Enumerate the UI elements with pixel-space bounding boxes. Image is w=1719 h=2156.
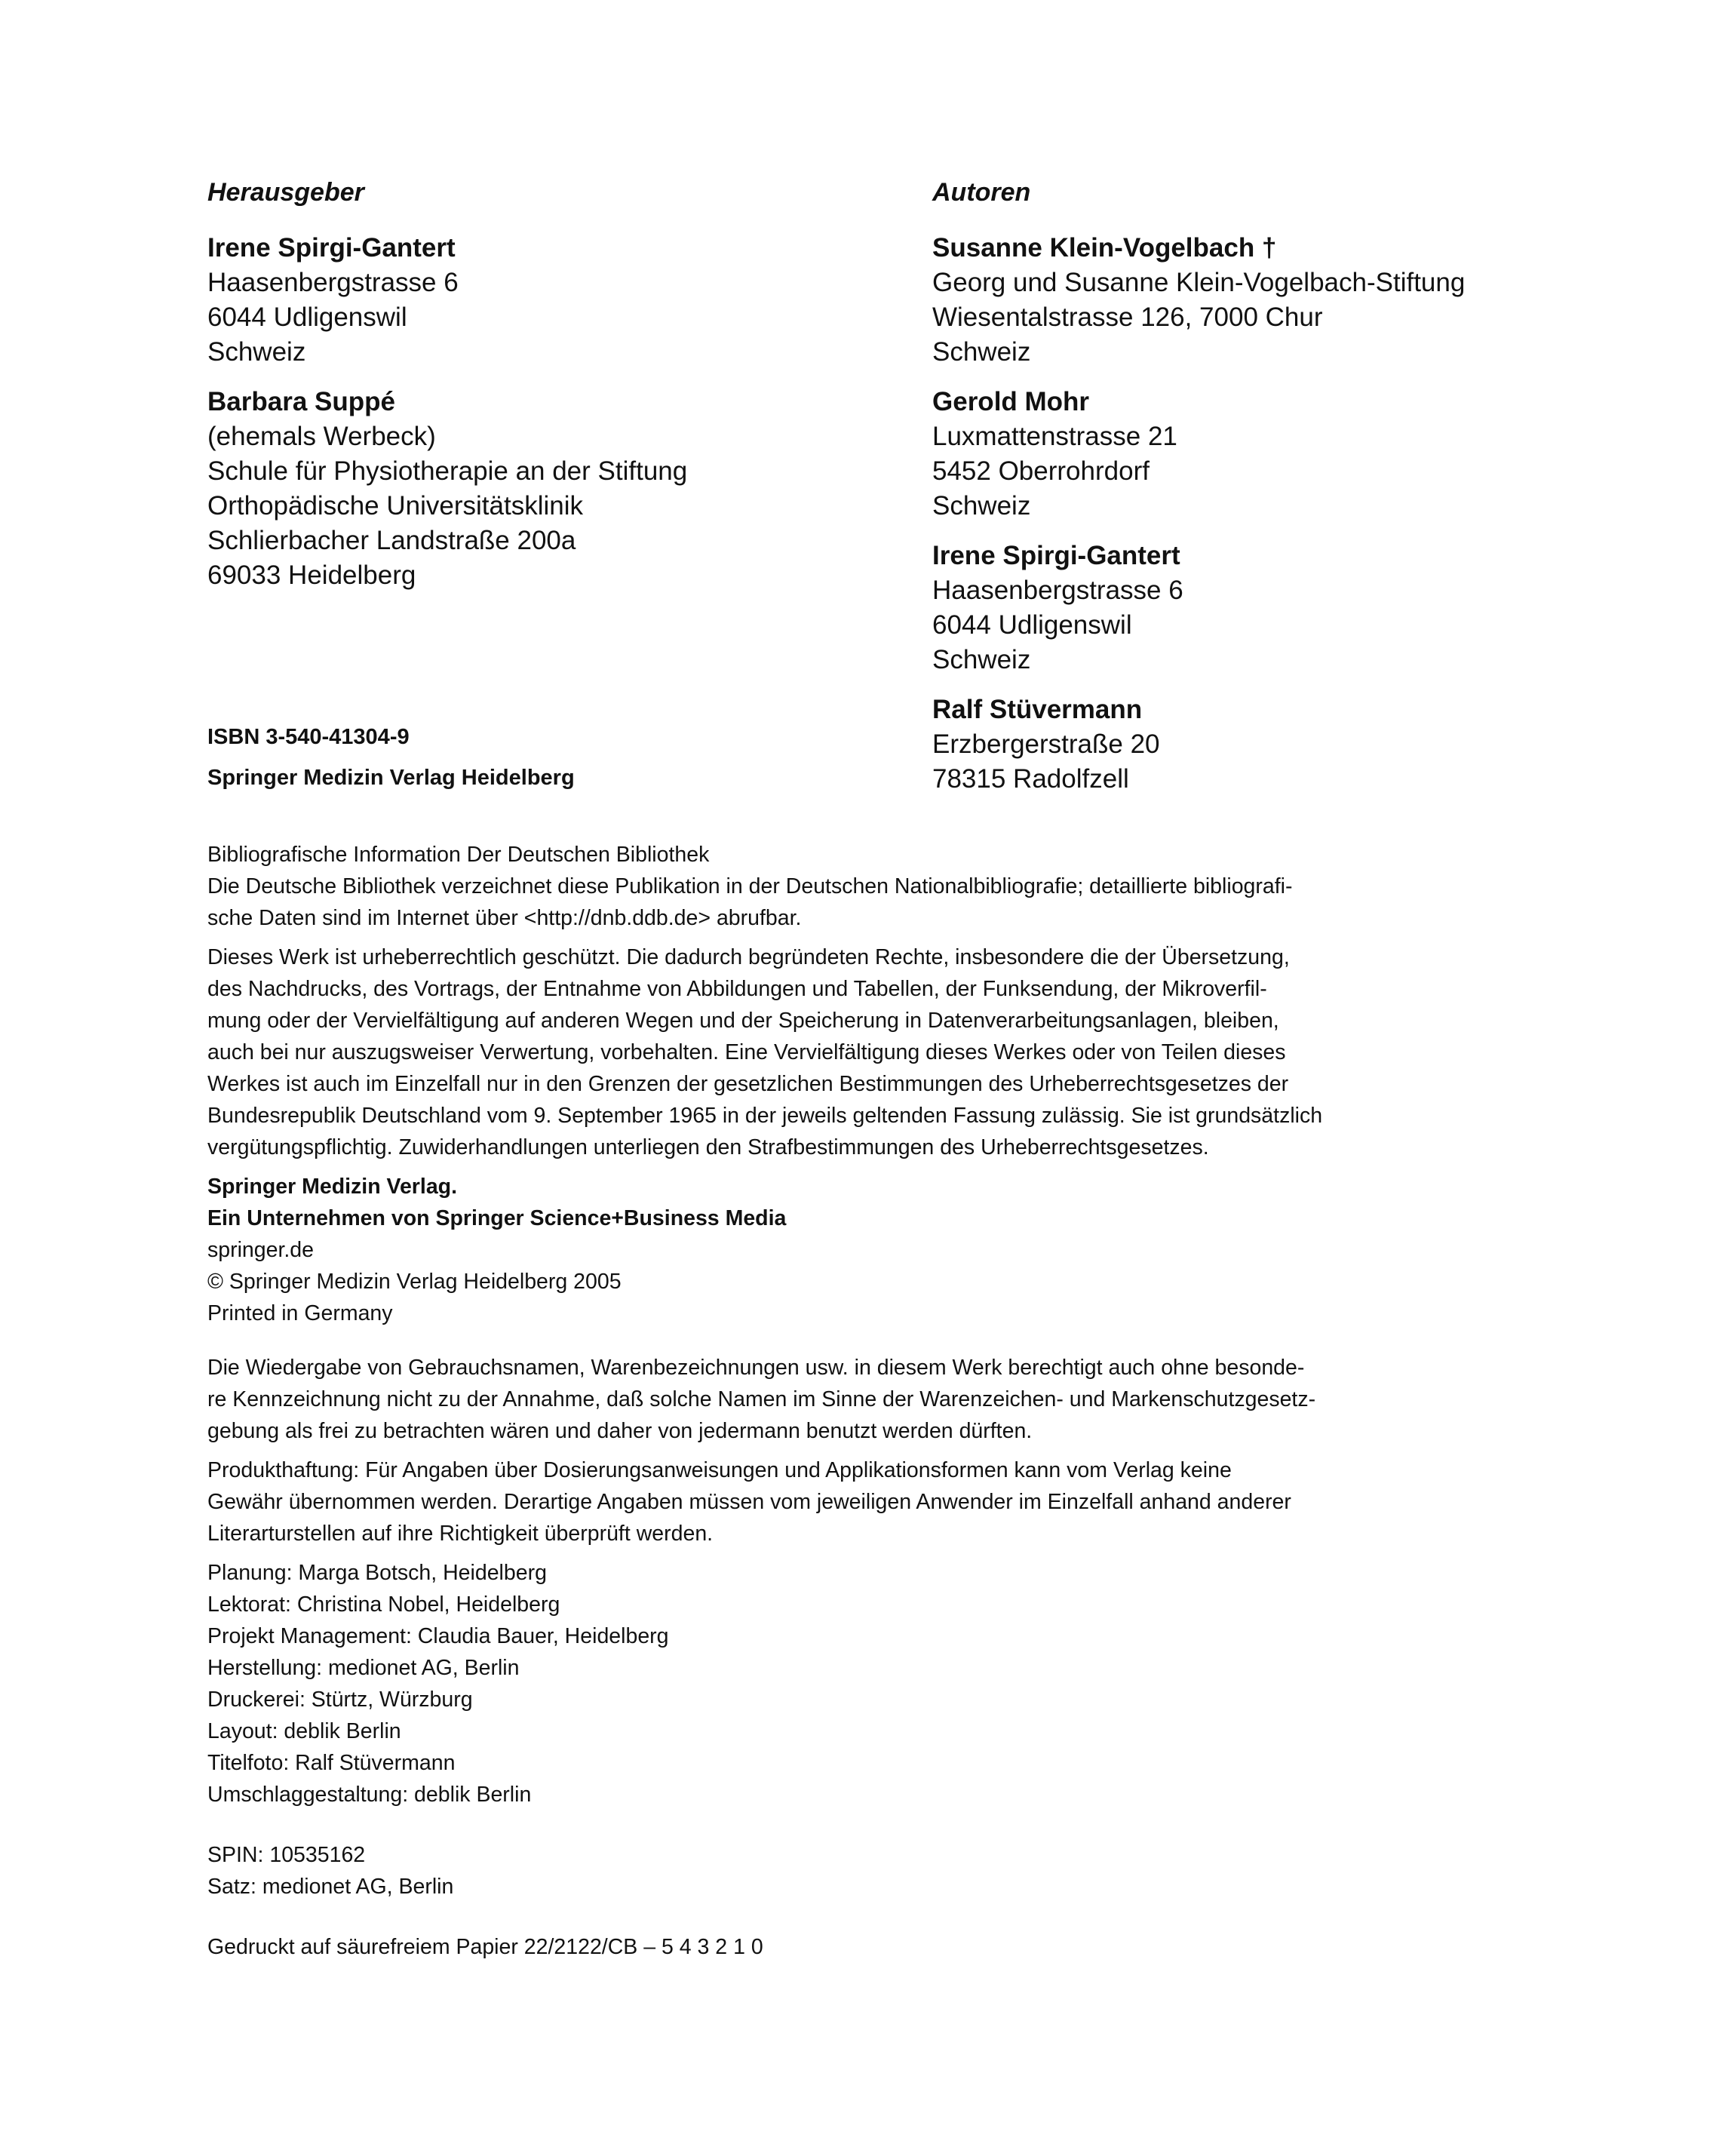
editor-name: Irene Spirgi-Gantert xyxy=(207,233,456,263)
spin-block xyxy=(207,1839,1384,1903)
editor-address-line: (ehemals Werbeck) xyxy=(207,422,436,451)
isbn-publisher: Springer Medizin Verlag Heidelberg xyxy=(207,766,575,790)
author-address-line: Erzbergerstraße 20 xyxy=(932,729,1160,759)
author-address-line: Luxmattenstrasse 21 xyxy=(932,422,1177,451)
trademark-line: re Kennzeichnung nicht zu der Annahme, daß solche Namen im Sinne der Warenzeichen- und Markenschutzgesetz- xyxy=(207,1387,1316,1411)
credit-line: Titelfoto: Ralf Stüvermann xyxy=(207,1751,456,1775)
author-entry xyxy=(932,231,1687,370)
publisher-company: Ein Unternehmen von Springer Science+Business Media xyxy=(207,1206,787,1230)
editor-address-line: Haasenbergstrasse 6 xyxy=(207,268,459,297)
credit-line: Lektorat: Christina Nobel, Heidelberg xyxy=(207,1592,560,1617)
author-name: Gerold Mohr xyxy=(932,387,1090,416)
copyright-line: des Nachdrucks, des Vortrags, der Entnahme von Abbildungen und Tabellen, der Funksendung, der Mikroverfil- xyxy=(207,977,1267,1001)
editor-address-line: 6044 Udligenswil xyxy=(207,303,407,332)
author-address-line: Schweiz xyxy=(932,337,1031,367)
author-address-line: Georg und Susanne Klein-Vogelbach-Stiftung xyxy=(932,268,1466,297)
typesetting: Satz: medionet AG, Berlin xyxy=(207,1875,454,1899)
spin-number: SPIN: 10535162 xyxy=(207,1843,366,1867)
author-address-line: Schweiz xyxy=(932,645,1031,674)
trademark-notice xyxy=(207,1352,1384,1447)
author-name: Susanne Klein-Vogelbach † xyxy=(932,233,1277,263)
editor-address-line: Orthopädische Universitätsklinik xyxy=(207,491,583,521)
imprint-small-print xyxy=(207,839,1384,1970)
publisher-copyright: © Springer Medizin Verlag Heidelberg 2005 xyxy=(207,1270,622,1294)
bibliographic-info xyxy=(207,839,1384,934)
authors-column xyxy=(932,175,1687,812)
copyright-line: Werkes ist auch im Einzelfall nur in den Grenzen der gesetzlichen Bestimmungen des Urheberrechtsgesetzes der xyxy=(207,1072,1289,1096)
editor-address-line: 69033 Heidelberg xyxy=(207,560,416,590)
author-name: Irene Spirgi-Gantert xyxy=(932,541,1180,570)
credit-line: Umschlaggestaltung: deblik Berlin xyxy=(207,1783,532,1807)
author-address-line: 5452 Oberrohrdorf xyxy=(932,456,1150,486)
credit-line: Layout: deblik Berlin xyxy=(207,1719,401,1743)
copyright-line: mung oder der Vervielfältigung auf anderen Wegen und der Speicherung in Datenverarbeitungsanlagen, bleiben, xyxy=(207,1009,1279,1033)
credit-line: Planung: Marga Botsch, Heidelberg xyxy=(207,1561,547,1585)
trademark-line: Die Wiedergabe von Gebrauchsnamen, Warenbezeichnungen usw. in diesem Werk berechtigt auch ohne besonde- xyxy=(207,1356,1305,1380)
editor-entry xyxy=(207,231,886,370)
editors-heading: Herausgeber xyxy=(207,178,364,207)
authors-heading: Autoren xyxy=(932,178,1031,207)
liability-line: Gewähr übernommen werden. Derartige Angaben müssen vom jeweiligen Anwender im Einzelfall anhand anderer xyxy=(207,1490,1291,1514)
bibliographic-line: sche Daten sind im Internet über <http://dnb.ddb.de> abrufbar. xyxy=(207,906,802,930)
trademark-line: gebung als frei zu betrachten wären und daher von jedermann benutzt werden dürften. xyxy=(207,1419,1033,1443)
editor-entry xyxy=(207,385,886,593)
paper-note xyxy=(207,1931,1384,1963)
author-entry xyxy=(932,693,1687,797)
liability-line: Produkthaftung: Für Angaben über Dosierungsanweisungen und Applikationsformen kann vom Verlag keine xyxy=(207,1458,1232,1482)
editors-column xyxy=(207,175,886,608)
author-address-line: Haasenbergstrasse 6 xyxy=(932,576,1183,605)
editor-address-line: Schweiz xyxy=(207,337,306,367)
copyright-line: vergütungspflichtig. Zuwiderhandlungen unterliegen den Strafbestimmungen des Urheberrechtsgesetzes. xyxy=(207,1135,1209,1159)
author-entry xyxy=(932,539,1687,677)
isbn-block xyxy=(207,717,886,798)
liability-line: Literarturstellen auf ihre Richtigkeit überprüft werden. xyxy=(207,1522,714,1546)
bibliographic-line: Bibliografische Information Der Deutschen Bibliothek xyxy=(207,843,710,867)
author-entry xyxy=(932,385,1687,524)
credit-line: Herstellung: medionet AG, Berlin xyxy=(207,1656,520,1680)
copyright-line: auch bei nur auszugsweiser Verwertung, vorbehalten. Eine Vervielfältigung dieses Werkes oder von Teilen dieses xyxy=(207,1040,1286,1064)
editor-name: Barbara Suppé xyxy=(207,387,395,416)
liability-notice xyxy=(207,1454,1384,1549)
credits-list xyxy=(207,1557,1384,1810)
editor-address-line: Schule für Physiotherapie an der Stiftung xyxy=(207,456,688,486)
author-address-line: Wiesentalstrasse 126, 7000 Chur xyxy=(932,303,1323,332)
isbn-number: ISBN 3-540-41304-9 xyxy=(207,725,410,749)
credit-line: Druckerei: Stürtz, Würzburg xyxy=(207,1688,473,1712)
publisher-name: Springer Medizin Verlag. xyxy=(207,1175,457,1199)
printed-on-line: Gedruckt auf säurefreiem Papier 22/2122/CB – 5 4 3 2 1 0 xyxy=(207,1935,763,1959)
publisher-printed: Printed in Germany xyxy=(207,1301,393,1325)
editor-address-line: Schlierbacher Landstraße 200a xyxy=(207,526,576,555)
copyright-notice xyxy=(207,941,1384,1163)
credit-line: Projekt Management: Claudia Bauer, Heidelberg xyxy=(207,1624,669,1648)
copyright-line: Bundesrepublik Deutschland vom 9. September 1965 in der jeweils geltenden Fassung zulässig. Sie ist grundsätzlich xyxy=(207,1104,1323,1128)
copyright-line: Dieses Werk ist urheberrechtlich geschützt. Die dadurch begründeten Rechte, insbesondere die der Übersetzung, xyxy=(207,945,1290,969)
author-address-line: 6044 Udligenswil xyxy=(932,610,1132,640)
author-address-line: 78315 Radolfzell xyxy=(932,764,1129,794)
publisher-info xyxy=(207,1171,1384,1329)
author-name: Ralf Stüvermann xyxy=(932,695,1143,724)
bibliographic-line: Die Deutsche Bibliothek verzeichnet diese Publikation in der Deutschen Nationalbibliografie; detaillierte bibliografi- xyxy=(207,874,1293,898)
publisher-web: springer.de xyxy=(207,1238,315,1262)
author-address-line: Schweiz xyxy=(932,491,1031,521)
